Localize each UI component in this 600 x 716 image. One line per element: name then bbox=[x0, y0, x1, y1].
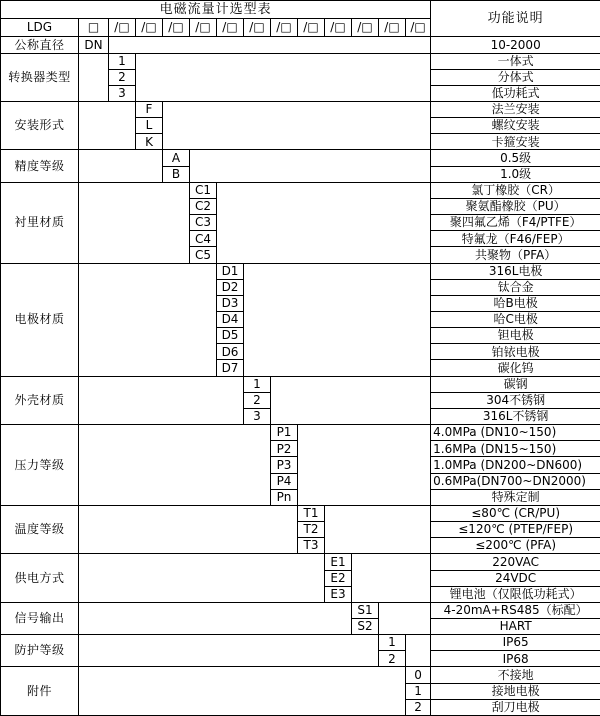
table-row bbox=[1, 505, 600, 521]
option-code: D6 bbox=[217, 344, 244, 360]
option-code: 0 bbox=[406, 667, 431, 683]
spacer-cell bbox=[379, 602, 431, 634]
option-code: S2 bbox=[352, 618, 379, 634]
option-code: D2 bbox=[217, 279, 244, 295]
option-code: A bbox=[163, 150, 190, 166]
model-code-slot: /□ bbox=[352, 19, 379, 37]
model-code-slot: /□ bbox=[298, 19, 325, 37]
option-code: L bbox=[136, 118, 163, 134]
category-label: 压力等级 bbox=[1, 425, 79, 506]
category-label: 电极材质 bbox=[1, 263, 79, 376]
option-description: 共聚物（PFA） bbox=[431, 247, 600, 263]
option-code: C4 bbox=[190, 231, 217, 247]
category-label: 外壳材质 bbox=[1, 376, 79, 424]
option-description: HART bbox=[431, 618, 600, 634]
option-code: E1 bbox=[325, 554, 352, 570]
option-code: P1 bbox=[271, 425, 298, 441]
option-code: 2 bbox=[406, 699, 431, 715]
option-code: C3 bbox=[190, 215, 217, 231]
option-code: F bbox=[136, 101, 163, 117]
category-label: 信号输出 bbox=[1, 602, 79, 634]
table-row bbox=[1, 602, 600, 618]
spacer-cell bbox=[79, 602, 352, 634]
option-code: T3 bbox=[298, 538, 325, 554]
option-description: 10-2000 bbox=[431, 37, 600, 53]
option-description: 不接地 bbox=[431, 667, 600, 683]
model-code-slot: /□ bbox=[109, 19, 136, 37]
model-code-slot: /□ bbox=[271, 19, 298, 37]
table-row bbox=[1, 425, 600, 441]
spacer-cell bbox=[244, 263, 431, 376]
model-code-box: □ bbox=[79, 19, 109, 37]
table-row bbox=[1, 376, 600, 392]
model-code-slot: /□ bbox=[136, 19, 163, 37]
option-description: 1.6MPa (DN15~150) bbox=[431, 441, 600, 457]
option-code: 1 bbox=[109, 53, 136, 69]
model-code-slot: /□ bbox=[163, 19, 190, 37]
spacer-cell bbox=[163, 101, 431, 149]
option-description: 分体式 bbox=[431, 69, 600, 85]
model-code-slot: /□ bbox=[244, 19, 271, 37]
option-code: D4 bbox=[217, 312, 244, 328]
option-description: IP68 bbox=[431, 651, 600, 667]
option-description: ≤200℃ (PFA) bbox=[431, 538, 600, 554]
option-description: 钽电极 bbox=[431, 328, 600, 344]
option-description: 螺纹安装 bbox=[431, 118, 600, 134]
option-code: E2 bbox=[325, 570, 352, 586]
model-code-slot: /□ bbox=[325, 19, 352, 37]
option-description: 接地电极 bbox=[431, 683, 600, 699]
table-row bbox=[1, 182, 600, 198]
spacer-cell bbox=[79, 425, 271, 506]
option-code: C2 bbox=[190, 198, 217, 214]
spacer-cell bbox=[136, 53, 431, 101]
option-description: 卡箍安装 bbox=[431, 134, 600, 150]
category-label: 温度等级 bbox=[1, 505, 79, 553]
option-description: 220VAC bbox=[431, 554, 600, 570]
category-label: 公称直径 bbox=[1, 37, 79, 53]
option-code: 3 bbox=[109, 85, 136, 101]
model-prefix: LDG bbox=[1, 19, 79, 37]
option-description: 聚四氟乙烯（F4/PTFE） bbox=[431, 215, 600, 231]
option-code: 1 bbox=[406, 683, 431, 699]
option-description: 刮刀电极 bbox=[431, 699, 600, 715]
option-code: C1 bbox=[190, 182, 217, 198]
spacer-cell bbox=[406, 635, 431, 667]
option-description: 0.5级 bbox=[431, 150, 600, 166]
option-code: D5 bbox=[217, 328, 244, 344]
table-row bbox=[1, 554, 600, 570]
option-description: 1.0MPa (DN200~DN600) bbox=[431, 457, 600, 473]
option-code: E3 bbox=[325, 586, 352, 602]
spacer-cell bbox=[79, 376, 244, 424]
category-label: 转换器类型 bbox=[1, 53, 79, 101]
table-row bbox=[1, 37, 600, 53]
option-description: 钛合金 bbox=[431, 279, 600, 295]
model-code-slot: /□ bbox=[190, 19, 217, 37]
category-label: 附件 bbox=[1, 667, 79, 716]
category-label: 供电方式 bbox=[1, 554, 79, 602]
option-description: 4.0MPa (DN10~150) bbox=[431, 425, 600, 441]
spacer-cell bbox=[79, 150, 163, 182]
category-label: 防护等级 bbox=[1, 635, 79, 667]
option-code: T1 bbox=[298, 505, 325, 521]
option-code: 2 bbox=[244, 392, 271, 408]
option-code: DN bbox=[79, 37, 109, 53]
option-code: D7 bbox=[217, 360, 244, 376]
option-code: 1 bbox=[379, 635, 406, 651]
spacer-cell bbox=[109, 37, 431, 53]
option-code: P3 bbox=[271, 457, 298, 473]
spacer-cell bbox=[79, 263, 217, 376]
table-row bbox=[1, 53, 600, 69]
spacer-cell bbox=[79, 554, 325, 602]
option-description: 法兰安装 bbox=[431, 101, 600, 117]
option-code: 3 bbox=[244, 408, 271, 424]
option-description: 316L不锈钢 bbox=[431, 408, 600, 424]
spacer-cell bbox=[217, 182, 431, 263]
option-description: 一体式 bbox=[431, 53, 600, 69]
option-code: S1 bbox=[352, 602, 379, 618]
spacer-cell bbox=[79, 635, 379, 667]
option-description: 特殊定制 bbox=[431, 489, 600, 505]
option-code: 2 bbox=[109, 69, 136, 85]
option-description: 特氟龙（F46/FEP） bbox=[431, 231, 600, 247]
option-description: 氯丁橡胶（CR） bbox=[431, 182, 600, 198]
spacer-cell bbox=[79, 53, 109, 101]
option-description: 聚氨酯橡胶（PU） bbox=[431, 198, 600, 214]
option-description: 碳化钨 bbox=[431, 360, 600, 376]
option-code: C5 bbox=[190, 247, 217, 263]
model-code-slot: /□ bbox=[217, 19, 244, 37]
option-description: 316L电极 bbox=[431, 263, 600, 279]
category-label: 安装形式 bbox=[1, 101, 79, 149]
spacer-cell bbox=[79, 101, 136, 149]
option-description: 24VDC bbox=[431, 570, 600, 586]
spacer-cell bbox=[271, 376, 431, 424]
option-code: 2 bbox=[379, 651, 406, 667]
category-label: 精度等级 bbox=[1, 150, 79, 182]
option-code: T2 bbox=[298, 522, 325, 538]
option-description: IP65 bbox=[431, 635, 600, 651]
option-description: ≤80℃ (CR/PU) bbox=[431, 505, 600, 521]
spacer-cell bbox=[79, 505, 298, 553]
option-code: B bbox=[163, 166, 190, 182]
spacer-cell bbox=[79, 667, 406, 716]
option-description: ≤120℃ (PTEP/FEP) bbox=[431, 522, 600, 538]
option-description: 4-20mA+RS485（标配） bbox=[431, 602, 600, 618]
option-description: 铂铱电极 bbox=[431, 344, 600, 360]
option-description: 锂电池（仅限低功耗式） bbox=[431, 586, 600, 602]
option-code: D3 bbox=[217, 295, 244, 311]
table-row bbox=[1, 150, 600, 166]
model-code-slot: /□ bbox=[406, 19, 431, 37]
option-description: 碳钢 bbox=[431, 376, 600, 392]
option-description: 1.0级 bbox=[431, 166, 600, 182]
model-code-slot: /□ bbox=[379, 19, 406, 37]
category-label: 衬里材质 bbox=[1, 182, 79, 263]
table-title: 电磁流量计选型表 bbox=[1, 1, 431, 19]
option-code: P2 bbox=[271, 441, 298, 457]
option-description: 低功耗式 bbox=[431, 85, 600, 101]
option-description: 哈B电极 bbox=[431, 295, 600, 311]
spacer-cell bbox=[352, 554, 431, 602]
option-description: 0.6MPa(DN700~DN2000) bbox=[431, 473, 600, 489]
table-row bbox=[1, 635, 600, 651]
option-description: 304不锈钢 bbox=[431, 392, 600, 408]
option-code: K bbox=[136, 134, 163, 150]
spacer-cell bbox=[79, 182, 190, 263]
function-header: 功能说明 bbox=[431, 1, 600, 37]
option-description: 哈C电极 bbox=[431, 312, 600, 328]
option-code: Pn bbox=[271, 489, 298, 505]
option-code: P4 bbox=[271, 473, 298, 489]
table-row bbox=[1, 263, 600, 279]
option-code: 1 bbox=[244, 376, 271, 392]
table-row bbox=[1, 667, 600, 683]
table-row bbox=[1, 101, 600, 117]
option-code: D1 bbox=[217, 263, 244, 279]
spacer-cell bbox=[190, 150, 431, 182]
spacer-cell bbox=[298, 425, 431, 506]
spacer-cell bbox=[325, 505, 431, 553]
